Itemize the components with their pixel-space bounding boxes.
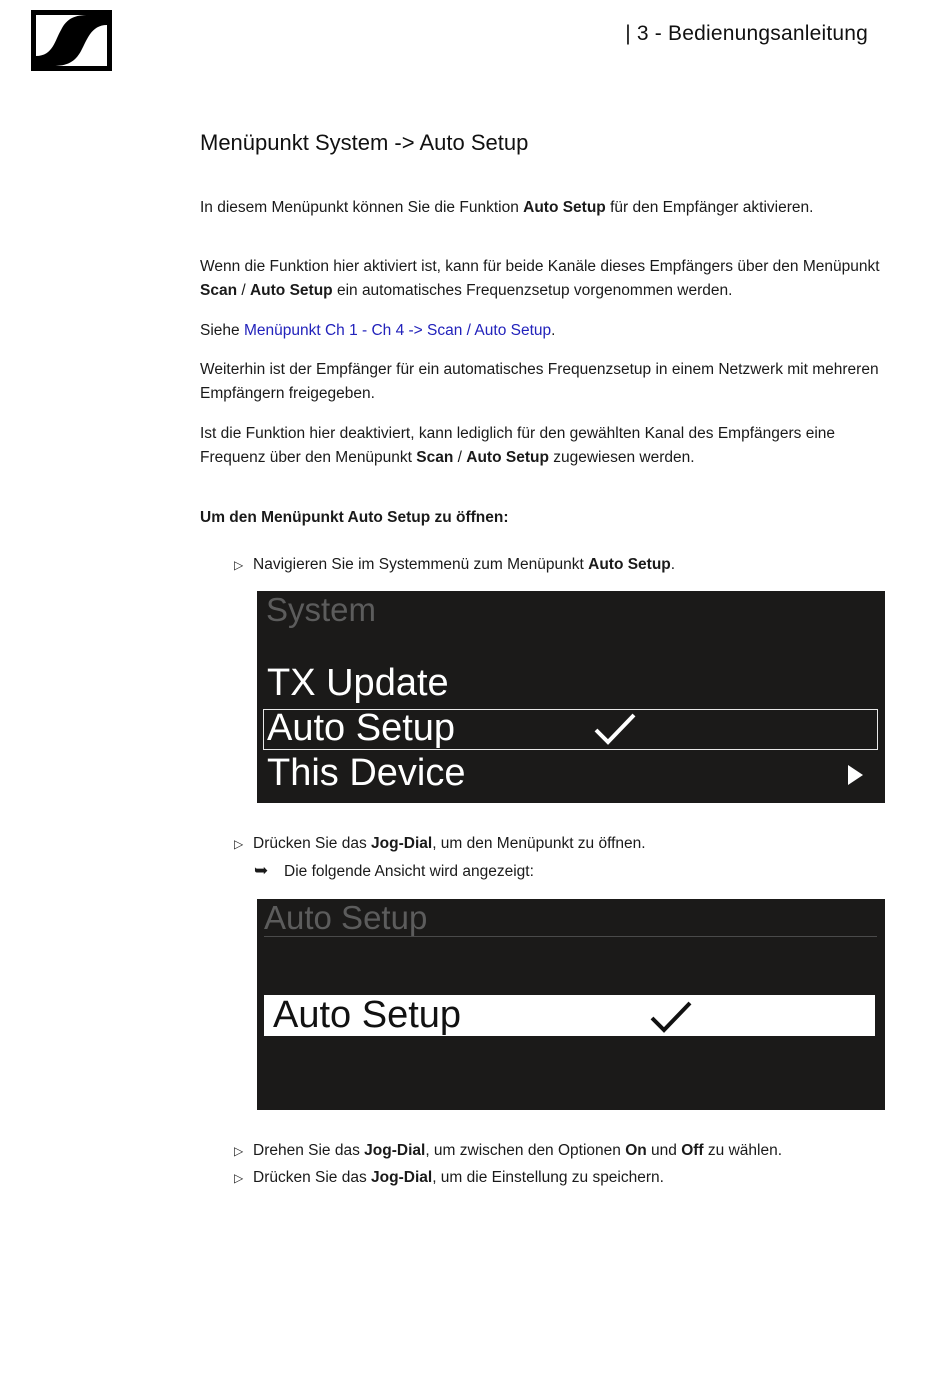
- step-triangle-icon: ▷: [234, 1144, 244, 1158]
- step-triangle-icon: ▷: [234, 837, 244, 851]
- device-screen-auto-setup: [257, 899, 885, 1110]
- step-triangle-icon: ▷: [234, 558, 244, 572]
- open-heading: Um den Menüpunkt Auto Setup zu öffnen:: [200, 509, 509, 526]
- step-press-open: ▷ Drücken Sie das Jog-Dial, um den Menüpunkt zu öffnen.: [234, 832, 646, 856]
- intro-paragraph: In diesem Menüpunkt können Sie die Funktion Auto Setup für den Empfänger aktivieren.: [200, 199, 814, 216]
- screen-heading: Auto Setup: [264, 899, 428, 936]
- menu-item-this-device[interactable]: This Device: [267, 752, 466, 794]
- scan-auto-setup-link[interactable]: Menüpunkt Ch 1 - Ch 4 -> Scan / Auto Setup: [243, 322, 552, 339]
- menu-item-auto-setup[interactable]: Auto Setup: [267, 707, 456, 749]
- paragraph-network: Weiterhin ist der Empfänger für ein automatisches Frequenzsetup in einem Netzwerk mit mehreren Empfängern freigegeben.: [200, 361, 879, 402]
- result-line: ➥ Die folgende Ansicht wird angezeigt:: [254, 859, 534, 884]
- step-navigate: ▷ Navigieren Sie im Systemmenü zum Menüpunkt Auto Setup.: [234, 553, 675, 577]
- option-auto-setup[interactable]: Auto Setup: [273, 994, 462, 1036]
- submenu-arrow-icon: [848, 765, 863, 785]
- header-title: | 3 - Bedienungsanleitung: [625, 22, 868, 45]
- paragraph-deactivated: Ist die Funktion hier deaktiviert, kann lediglich für den gewählten Kanal des Empfängers eine Frequenz über den Menüpunkt Scan / Auto Setup zugewiesen werden.: [200, 425, 836, 466]
- paragraph-activated: Wenn die Funktion hier aktiviert ist, kann für beide Kanäle dieses Empfängers über den Menüpunkt Scan / Auto Setup ein automatisches Frequenzsetup vorgenommen werden.: [200, 258, 880, 299]
- step-turn-jog-dial: ▷ Drehen Sie das Jog-Dial, um zwischen den Optionen On und Off zu wählen.: [234, 1139, 782, 1163]
- checkmark-icon: [649, 999, 693, 1035]
- menu-item-tx-update[interactable]: TX Update: [267, 662, 449, 704]
- device-screen-system-menu: [257, 591, 885, 803]
- step-triangle-icon: ▷: [234, 1171, 244, 1185]
- heading-divider: [264, 936, 877, 937]
- paragraph-see-also: Siehe Menüpunkt Ch 1 - Ch 4 -> Scan / Auto Setup.: [200, 322, 556, 339]
- sennheiser-logo: [31, 10, 112, 71]
- step-press-save: ▷ Drücken Sie das Jog-Dial, um die Einstellung zu speichern.: [234, 1166, 664, 1190]
- screen-heading: System: [266, 591, 377, 628]
- checkmark-icon: [593, 711, 637, 747]
- page-title: Menüpunkt System -> Auto Setup: [200, 130, 529, 155]
- result-arrow-icon: ➥: [254, 861, 269, 880]
